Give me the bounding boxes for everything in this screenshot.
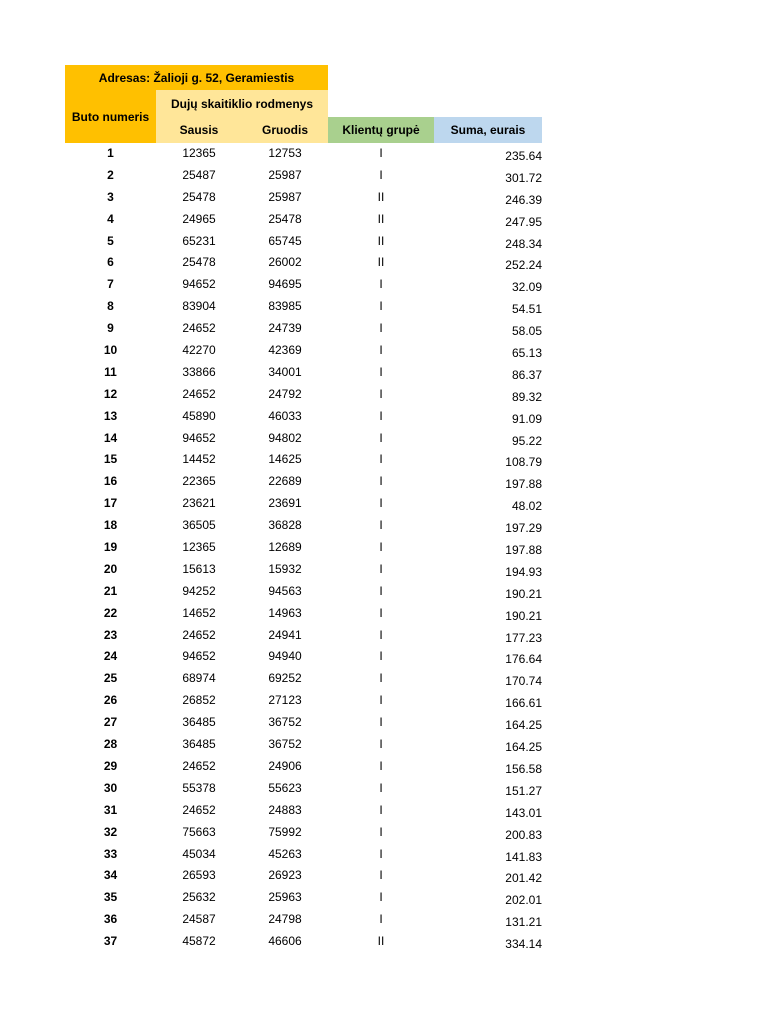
table-row [65, 406, 542, 428]
table-row [65, 537, 542, 559]
sum-cell[interactable]: 131.21 [505, 915, 542, 930]
table-row [65, 362, 542, 384]
table-row [65, 909, 542, 931]
december-reading-cell[interactable]: 24906 [268, 758, 302, 773]
apartment-number-cell[interactable]: 20 [103, 561, 118, 576]
apartment-number-cell[interactable]: 6 [107, 255, 114, 270]
december-reading-cell[interactable]: 69252 [268, 671, 302, 686]
january-reading-cell[interactable]: 94652 [182, 430, 216, 445]
january-reading-cell[interactable]: 25478 [182, 189, 216, 204]
january-reading-cell[interactable]: 24652 [182, 386, 216, 401]
table-row [65, 887, 542, 909]
sum-cell[interactable]: 86.37 [511, 367, 542, 382]
january-reading-cell[interactable]: 15613 [182, 561, 216, 576]
client-group-cell[interactable]: I [379, 693, 383, 708]
client-group-cell[interactable]: I [379, 277, 383, 292]
apartment-number-cell[interactable]: 18 [103, 518, 118, 533]
sum-cell[interactable]: 32.09 [511, 280, 542, 295]
apartment-number-cell[interactable]: 8 [107, 299, 114, 314]
january-reading-cell[interactable]: 12365 [182, 146, 216, 160]
apartment-number-cell[interactable]: 29 [103, 758, 118, 773]
december-reading-cell[interactable]: 24941 [268, 627, 302, 642]
apartment-number-cell[interactable]: 30 [103, 780, 118, 795]
january-reading-cell[interactable]: 45890 [182, 408, 216, 423]
january-reading-cell[interactable]: 24652 [182, 321, 216, 336]
sum-cell[interactable]: 246.39 [505, 192, 542, 207]
sum-cell[interactable]: 200.83 [505, 827, 542, 842]
apartment-number-cell[interactable]: 15 [103, 452, 118, 467]
december-reading-cell[interactable]: 46606 [268, 934, 302, 949]
january-reading-cell[interactable]: 94652 [182, 649, 216, 664]
december-reading-cell[interactable]: 14625 [268, 452, 302, 467]
client-group-cell[interactable]: I [379, 868, 383, 883]
client-group-cell[interactable]: I [379, 452, 383, 467]
january-reading-cell[interactable]: 94652 [182, 277, 216, 292]
table-row [65, 471, 542, 493]
december-reading-cell[interactable]: 24792 [268, 386, 302, 401]
apartment-number-cell[interactable]: 35 [103, 890, 118, 905]
december-reading-cell[interactable]: 25987 [268, 189, 302, 204]
january-reading-cell[interactable]: 75663 [182, 824, 216, 839]
january-reading-cell[interactable]: 24652 [182, 802, 216, 817]
client-group-cell[interactable]: I [379, 364, 383, 379]
client-group-cell[interactable]: I [379, 846, 383, 861]
table-row [65, 931, 542, 953]
january-reading-cell[interactable]: 25487 [182, 167, 216, 182]
table-row [65, 844, 542, 866]
table-row [65, 712, 542, 734]
december-reading-cell[interactable]: 94695 [268, 277, 302, 292]
table-row [65, 187, 542, 209]
sum-cell[interactable]: 143.01 [505, 805, 542, 820]
january-reading-cell[interactable]: 83904 [182, 299, 216, 314]
sum-cell[interactable]: 95.22 [511, 433, 542, 448]
client-group-cell[interactable]: I [379, 299, 383, 314]
sum-cell[interactable]: 248.34 [505, 236, 542, 251]
january-header[interactable]: Sausis [156, 117, 242, 143]
table-row [65, 822, 542, 844]
client-group-header[interactable]: Klientų grupė [328, 117, 434, 143]
apartment-number-cell[interactable]: 32 [103, 824, 118, 839]
december-reading-cell[interactable]: 15932 [268, 561, 302, 576]
table-row [65, 800, 542, 822]
december-reading-cell[interactable]: 12689 [268, 540, 302, 555]
table-row [65, 690, 542, 712]
apartment-number-cell[interactable]: 36 [103, 912, 118, 927]
apartment-number-cell[interactable]: 22 [103, 605, 118, 620]
apartment-number-cell[interactable]: 2 [107, 167, 114, 182]
sum-cell[interactable]: 197.88 [505, 477, 542, 492]
apartment-number-cell[interactable]: 25 [103, 671, 118, 686]
january-reading-cell[interactable]: 42270 [182, 343, 216, 358]
client-group-cell[interactable]: II [377, 189, 385, 204]
january-reading-cell[interactable]: 55378 [182, 780, 216, 795]
client-group-cell[interactable]: I [379, 430, 383, 445]
sum-cell[interactable]: 164.25 [505, 740, 542, 755]
apartment-number-cell[interactable]: 12 [103, 386, 118, 401]
apartment-number-cell[interactable]: 37 [103, 934, 118, 949]
table-row [65, 778, 542, 800]
january-reading-cell[interactable]: 26852 [182, 693, 216, 708]
client-group-cell[interactable]: I [379, 824, 383, 839]
gas-meter-readings-header[interactable]: Dujų skaitiklio rodmenys [156, 90, 328, 117]
table-row [65, 340, 542, 362]
table-row [65, 143, 542, 165]
sum-cell[interactable]: 247.95 [505, 214, 542, 229]
january-reading-cell[interactable]: 25478 [182, 255, 216, 270]
december-reading-cell[interactable]: 26002 [268, 255, 302, 270]
december-reading-cell[interactable]: 26923 [268, 868, 302, 883]
january-reading-cell[interactable]: 33866 [182, 364, 216, 379]
table-row [65, 668, 542, 690]
sum-cell[interactable]: 176.64 [505, 652, 542, 667]
december-reading-cell[interactable]: 24883 [268, 802, 302, 817]
table-row [65, 603, 542, 625]
client-group-cell[interactable]: I [379, 167, 383, 182]
apartment-number-cell[interactable]: 13 [103, 408, 118, 423]
client-group-cell[interactable]: I [379, 321, 383, 336]
apartment-number-cell[interactable]: 11 [104, 364, 117, 379]
client-group-cell[interactable]: I [379, 386, 383, 401]
client-group-cell[interactable]: I [379, 343, 383, 358]
client-group-cell[interactable]: I [379, 715, 383, 730]
sum-cell[interactable]: 156.58 [505, 761, 542, 776]
table-row [65, 865, 542, 887]
january-reading-cell[interactable]: 24965 [182, 211, 216, 226]
apartment-number-cell[interactable]: 4 [107, 211, 114, 226]
table-row [65, 734, 542, 756]
apartment-number-cell[interactable]: 28 [103, 737, 118, 752]
sum-euros-header[interactable]: Suma, eurais [434, 117, 542, 143]
client-group-cell[interactable]: I [379, 758, 383, 773]
january-reading-cell[interactable]: 36485 [182, 715, 216, 730]
table-row [65, 274, 542, 296]
sum-cell[interactable]: 301.72 [505, 170, 542, 185]
table-row [65, 625, 542, 647]
apartment-number-cell[interactable]: 10 [103, 343, 118, 358]
client-group-cell[interactable]: I [379, 496, 383, 511]
january-reading-cell[interactable]: 36505 [182, 518, 216, 533]
client-group-cell[interactable]: I [379, 583, 383, 598]
january-reading-cell[interactable]: 14452 [182, 452, 216, 467]
table-row [65, 318, 542, 340]
client-group-cell[interactable]: II [377, 255, 385, 270]
sum-cell[interactable]: 201.42 [505, 871, 542, 886]
client-group-cell[interactable]: II [377, 211, 385, 226]
apartment-number-cell[interactable]: 21 [103, 583, 118, 598]
sum-cell[interactable]: 91.09 [511, 411, 542, 426]
apartment-number-cell[interactable]: 3 [107, 189, 114, 204]
january-reading-cell[interactable]: 24652 [182, 627, 216, 642]
client-group-cell[interactable]: II [377, 233, 385, 248]
apartment-number-cell[interactable]: 34 [103, 868, 118, 883]
december-reading-cell[interactable]: 65745 [268, 233, 302, 248]
table-row [65, 756, 542, 778]
january-reading-cell[interactable]: 68974 [182, 671, 216, 686]
table-row [65, 209, 542, 231]
january-reading-cell[interactable]: 24587 [182, 912, 216, 927]
december-reading-cell[interactable]: 34001 [268, 364, 302, 379]
december-reading-cell[interactable]: 22689 [268, 474, 302, 489]
december-reading-cell[interactable]: 25987 [268, 167, 302, 182]
client-group-cell[interactable]: I [379, 540, 383, 555]
apartment-number-cell[interactable]: 33 [103, 846, 118, 861]
december-reading-cell[interactable]: 24798 [268, 912, 302, 927]
table-row [65, 449, 542, 471]
january-reading-cell[interactable]: 94252 [182, 583, 216, 598]
apartment-number-cell[interactable]: 27 [103, 715, 118, 730]
january-reading-cell[interactable]: 12365 [182, 540, 216, 555]
client-group-cell[interactable]: I [379, 890, 383, 905]
apartment-number-cell[interactable]: 7 [107, 277, 114, 292]
december-reading-cell[interactable]: 24739 [268, 321, 302, 336]
client-group-cell[interactable]: I [379, 518, 383, 533]
sum-cell[interactable]: 58.05 [511, 324, 542, 339]
client-group-cell[interactable]: I [379, 561, 383, 576]
december-reading-cell[interactable]: 55623 [268, 780, 302, 795]
sum-cell[interactable]: 89.32 [511, 389, 542, 404]
sum-cell[interactable]: 108.79 [505, 455, 542, 470]
client-group-cell[interactable]: I [379, 649, 383, 664]
address-header[interactable]: Adresas: Žalioji g. 52, Geramiestis [65, 65, 328, 90]
sum-cell[interactable]: 197.88 [505, 543, 542, 558]
sum-cell[interactable]: 141.83 [505, 849, 542, 864]
table-row [65, 646, 542, 668]
sum-cell[interactable]: 197.29 [505, 521, 542, 536]
sum-cell[interactable]: 235.64 [505, 149, 542, 163]
table-row [65, 296, 542, 318]
client-group-cell[interactable]: I [379, 912, 383, 927]
table-row [65, 252, 542, 274]
january-reading-cell[interactable]: 36485 [182, 737, 216, 752]
sum-cell[interactable]: 202.01 [505, 893, 542, 908]
december-reading-cell[interactable]: 94563 [268, 583, 302, 598]
january-reading-cell[interactable]: 26593 [182, 868, 216, 883]
table-row [65, 559, 542, 581]
sum-cell[interactable]: 166.61 [505, 696, 542, 711]
apartment-number-cell[interactable]: 1 [107, 146, 114, 160]
december-reading-cell[interactable]: 42369 [268, 343, 302, 358]
december-reading-cell[interactable]: 23691 [268, 496, 302, 511]
december-reading-cell[interactable]: 46033 [268, 408, 302, 423]
january-reading-cell[interactable]: 23621 [182, 496, 216, 511]
december-reading-cell[interactable]: 25478 [268, 211, 302, 226]
sum-cell[interactable]: 65.13 [511, 346, 542, 361]
sum-cell[interactable]: 48.02 [511, 499, 542, 514]
january-reading-cell[interactable]: 65231 [182, 233, 216, 248]
apartment-number-cell[interactable]: 16 [103, 474, 118, 489]
apartment-number-cell[interactable]: 5 [107, 233, 114, 248]
sum-cell[interactable]: 190.21 [505, 586, 542, 601]
december-reading-cell[interactable]: 94940 [268, 649, 302, 664]
december-reading-cell[interactable]: 14963 [268, 605, 302, 620]
apartment-number-cell[interactable]: 17 [103, 496, 118, 511]
client-group-cell[interactable]: I [379, 671, 383, 686]
december-reading-cell[interactable]: 94802 [268, 430, 302, 445]
december-reading-cell[interactable]: 75992 [268, 824, 302, 839]
january-reading-cell[interactable]: 24652 [182, 758, 216, 773]
sum-cell[interactable]: 170.74 [505, 674, 542, 689]
apartment-number-cell[interactable]: 23 [103, 627, 118, 642]
january-reading-cell[interactable]: 25632 [182, 890, 216, 905]
table-row [65, 231, 542, 253]
table-body [65, 143, 542, 953]
client-group-cell[interactable]: I [379, 605, 383, 620]
apartment-number-cell[interactable]: 31 [103, 802, 118, 817]
apartment-number-cell[interactable]: 19 [103, 540, 118, 555]
december-reading-cell[interactable]: 36752 [268, 737, 302, 752]
table-row [65, 384, 542, 406]
december-reading-cell[interactable]: 36828 [268, 518, 302, 533]
apartment-number-cell[interactable]: 24 [103, 649, 118, 664]
january-reading-cell[interactable]: 45872 [182, 934, 216, 949]
sum-cell[interactable]: 252.24 [505, 258, 542, 273]
sum-cell[interactable]: 190.21 [505, 608, 542, 623]
december-reading-cell[interactable]: 45263 [268, 846, 302, 861]
sum-cell[interactable]: 177.23 [505, 630, 542, 645]
january-reading-cell[interactable]: 14652 [182, 605, 216, 620]
apartment-number-cell[interactable]: 9 [107, 321, 114, 336]
client-group-cell[interactable]: I [379, 802, 383, 817]
december-header[interactable]: Gruodis [242, 117, 328, 143]
apartment-number-cell[interactable]: 26 [103, 693, 118, 708]
client-group-cell[interactable]: I [379, 627, 383, 642]
table-row [65, 493, 542, 515]
january-reading-cell[interactable]: 45034 [182, 846, 216, 861]
december-reading-cell[interactable]: 25963 [268, 890, 302, 905]
apartment-number-header[interactable]: Buto numeris [65, 90, 156, 143]
client-group-cell[interactable]: I [379, 474, 383, 489]
client-group-cell[interactable]: I [379, 737, 383, 752]
december-reading-cell[interactable]: 12753 [268, 146, 302, 160]
sum-cell[interactable]: 54.51 [511, 302, 542, 317]
client-group-cell[interactable]: I [379, 780, 383, 795]
sum-cell[interactable]: 194.93 [505, 564, 542, 579]
apartment-number-cell[interactable]: 14 [103, 430, 118, 445]
sum-cell[interactable]: 164.25 [505, 718, 542, 733]
client-group-cell[interactable]: I [379, 146, 383, 160]
sum-cell[interactable]: 334.14 [505, 937, 542, 952]
table-row [65, 165, 542, 187]
january-reading-cell[interactable]: 22365 [182, 474, 216, 489]
december-reading-cell[interactable]: 36752 [268, 715, 302, 730]
client-group-cell[interactable]: II [377, 934, 385, 949]
table-row [65, 515, 542, 537]
december-reading-cell[interactable]: 83985 [268, 299, 302, 314]
client-group-cell[interactable]: I [379, 408, 383, 423]
december-reading-cell[interactable]: 27123 [268, 693, 302, 708]
table-row [65, 581, 542, 603]
table-row [65, 428, 542, 450]
sum-cell[interactable]: 151.27 [505, 783, 542, 798]
